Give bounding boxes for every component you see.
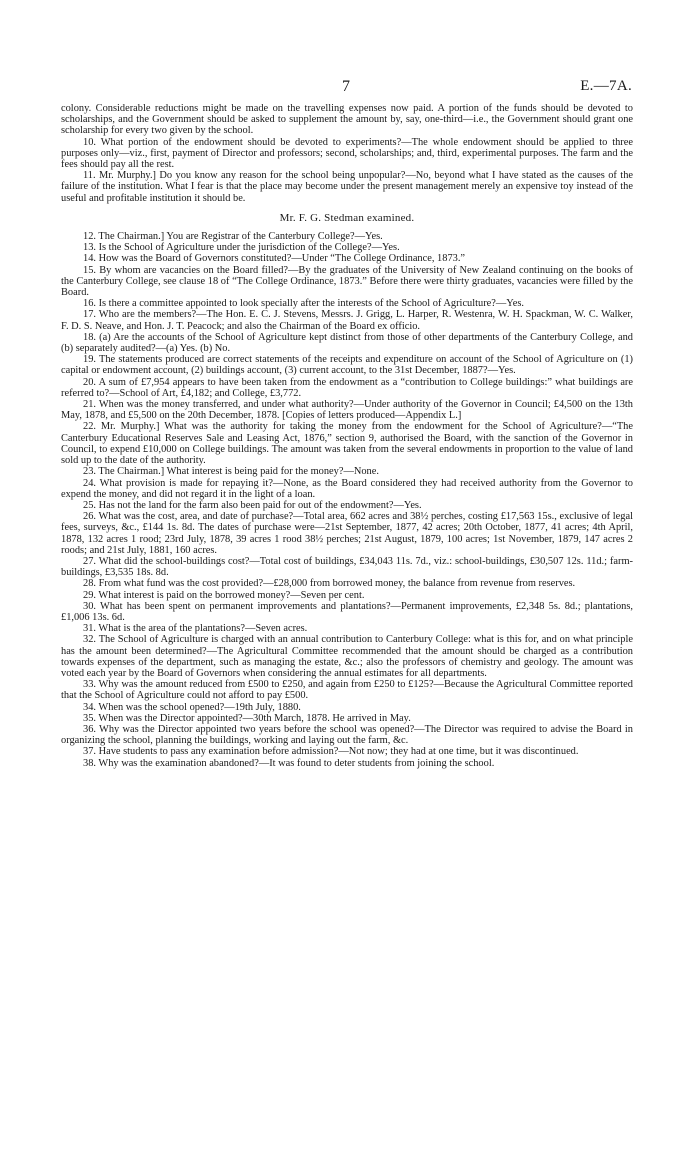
- qa-paragraph: 38. Why was the examination abandoned?—It was found to deter students from joining the school.: [83, 757, 495, 769]
- qa-paragraph: 14. How was the Board of Governors constituted?—Under “The College Ordinance, 1873.”: [83, 253, 466, 265]
- qa-paragraph: 37. Have students to pass any examination before admission?—Not now; they had at one time, but it was discontinued.: [83, 746, 579, 758]
- qa-paragraph: 16. Is there a committee appointed to look specially after the interests of the School of Agriculture?—Yes.: [83, 298, 525, 310]
- paragraph: colony. Considerable reductions might be made on the travelling expenses now paid. A portion of the funds should be devoted to scholarships, and the Government should be asked to supplement the amount by, say, one-third—i.e., the Government should grant one scholarship for every two given by the school.: [61, 103, 633, 137]
- qa-paragraph: 18. (a) Are the accounts of the School of Agriculture kept distinct from those of other departments of the Canterbury College, and (b) separately audited?—(a) Yes. (b) No.: [61, 331, 633, 355]
- qa-paragraph: 33. Why was the amount reduced from £500 to £250, and again from £250 to £125?—Because the Agricultural Committee reported that the School of Agriculture could not afford to pay £500.: [61, 679, 633, 702]
- qa-paragraph: 22. Mr. Murphy.] What was the authority for taking the money from the endowment for the School of Agriculture?—“The Canterbury Educational Reserves Sale and Leasing Act, 1876,” section 9, authorised the Board, with the sanction of the Governor in Council, to expend £10,000 on College buildings. The amount was taken from the several endowments in proportion to the value of land sold up to the date of the authority.: [61, 421, 633, 467]
- qa-paragraph: 36. Why was the Director appointed two years before the school was opened?—The Director was required to advise the Board in organizing the school, planning the buildings, working and laying out the farm, &c.: [61, 723, 633, 747]
- qa-paragraph: 17. Who are the members?—The Hon. E. C. J. Stevens, Messrs. J. Grigg, L. Harper, R. Westenra, W. H. Spackman, W. C. Walker, F. D. S. Neave, and Hon. J. T. Peacock; and also the Chairman of the Board ex officio.: [61, 309, 633, 332]
- document-body: [61, 103, 633, 769]
- qa-paragraph: 21. When was the money transferred, and under what authority?—Under authority of the Governor in Council; £4,500 on the 13th May, 1878, and £5,500 on the 20th December, 1878. [Copies of letters produced—Appendix L.]: [61, 399, 633, 422]
- section-heading: Mr. F. G. Stedman examined.: [279, 211, 415, 224]
- qa-paragraph: 20. A sum of £7,954 appears to have been taken from the endowment as a “contribution to College buildings:” what buildings are referred to?—School of Art, £4,182; and College, £3,772.: [61, 376, 633, 399]
- qa-paragraph: 12. The Chairman.] You are Registrar of the Canterbury College?—Yes.: [83, 231, 383, 243]
- qa-paragraph: 13. Is the School of Agriculture under the jurisdiction of the College?—Yes.: [83, 242, 400, 254]
- qa-paragraph: 25. Has not the land for the farm also been paid for out of the endowment?—Yes.: [83, 499, 422, 511]
- qa-paragraph: 29. What interest is paid on the borrowed money?—Seven per cent.: [83, 589, 365, 601]
- qa-paragraph: 28. From what fund was the cost provided?—£28,000 from borrowed money, the balance from revenue from reserves.: [83, 578, 576, 590]
- page-number: 7: [342, 78, 350, 95]
- qa-paragraph: 24. What provision is made for repaying it?—None, as the Board considered they had received authority from the Governor to expend the money, and did not regard it in the light of a loan.: [61, 477, 633, 500]
- qa-paragraph: 35. When was the Director appointed?—30th March, 1878. He arrived in May.: [83, 712, 411, 724]
- qa-paragraph: 30. What has been spent on permanent improvements and plantations?—Permanent improvements, £2,348 5s. 8d.; plantations, £1,006 13s. 6d.: [61, 600, 633, 623]
- qa-paragraph: 31. What is the area of the plantations?—Seven acres.: [83, 623, 308, 635]
- page-header: [60, 78, 632, 98]
- qa-paragraph: 19. The statements produced are correct statements of the receipts and expenditure on account of the School of Agriculture on (1) capital or endowment account, (2) buildings account, (3) current account, to the 31st December, 1887?—Yes.: [61, 354, 633, 377]
- qa-paragraph: 32. The School of Agriculture is charged with an annual contribution to Canterbury College: what is this for, and on what principle has the amount been determined?—The Agricultural Committee recommended that the amount should be charged as a contribution towards expenses of the department, such as managing the estate, &c.; also the professors of chemistry and geology. The amount was voted each year by the Board of Governors when considering the annual estimates for all departments.: [61, 634, 633, 679]
- qa-paragraph: 26. What was the cost, area, and date of purchase?—Total area, 662 acres and 38½ perches, costing £17,563 15s., exclusive of legal fees, surveys, &c., £144 1s. 8d. The dates of purchase were—21st September, 1877, 42 acres; 20th October, 1877, 41 acres; 4th April, 1878, 132 acres 1 rood; 23rd July, 1878, 39 acres 1 rood 38½ perches; 21st August, 1879, 100 acres; 1st November, 1879, 147 acres 2 roods; and 21st July, 1881, 160 acres.: [61, 511, 633, 556]
- qa-paragraph: 15. By whom are vacancies on the Board filled?—By the graduates of the University of New Zealand continuing on the books of the Canterbury College, see clause 18 of “The College Ordinance, 1873.” Before there were thirty graduates, vacancies were filled by the Board.: [61, 264, 633, 299]
- paragraph: 11. Mr. Murphy.] Do you know any reason for the school being unpopular?—No, beyond what I have stated as the causes of the failure of the institution. What I fear is that the place may become under the present management merely an expensive toy instead of the useful and profitable institution it should be.: [61, 170, 633, 204]
- qa-paragraph: 34. When was the school opened?—19th July, 1880.: [83, 701, 301, 713]
- qa-paragraph: 27. What did the school-buildings cost?—Total cost of buildings, £34,043 11s. 7d., viz.: school-buildings, £30,507 12s. 11d.; farm-buildings, £3,535 18s. 8d.: [61, 555, 633, 579]
- paragraph: 10. What portion of the endowment should be devoted to experiments?—The whole endowment should be applied to three purposes only—viz., first, payment of Director and professors; second, scholarships; and, third, experimental purposes. The farm and the fees should pay all the rest.: [61, 136, 633, 171]
- document-reference: E.—7A.: [580, 78, 632, 94]
- qa-paragraph: 23. The Chairman.] What interest is being paid for the money?—None.: [83, 466, 379, 478]
